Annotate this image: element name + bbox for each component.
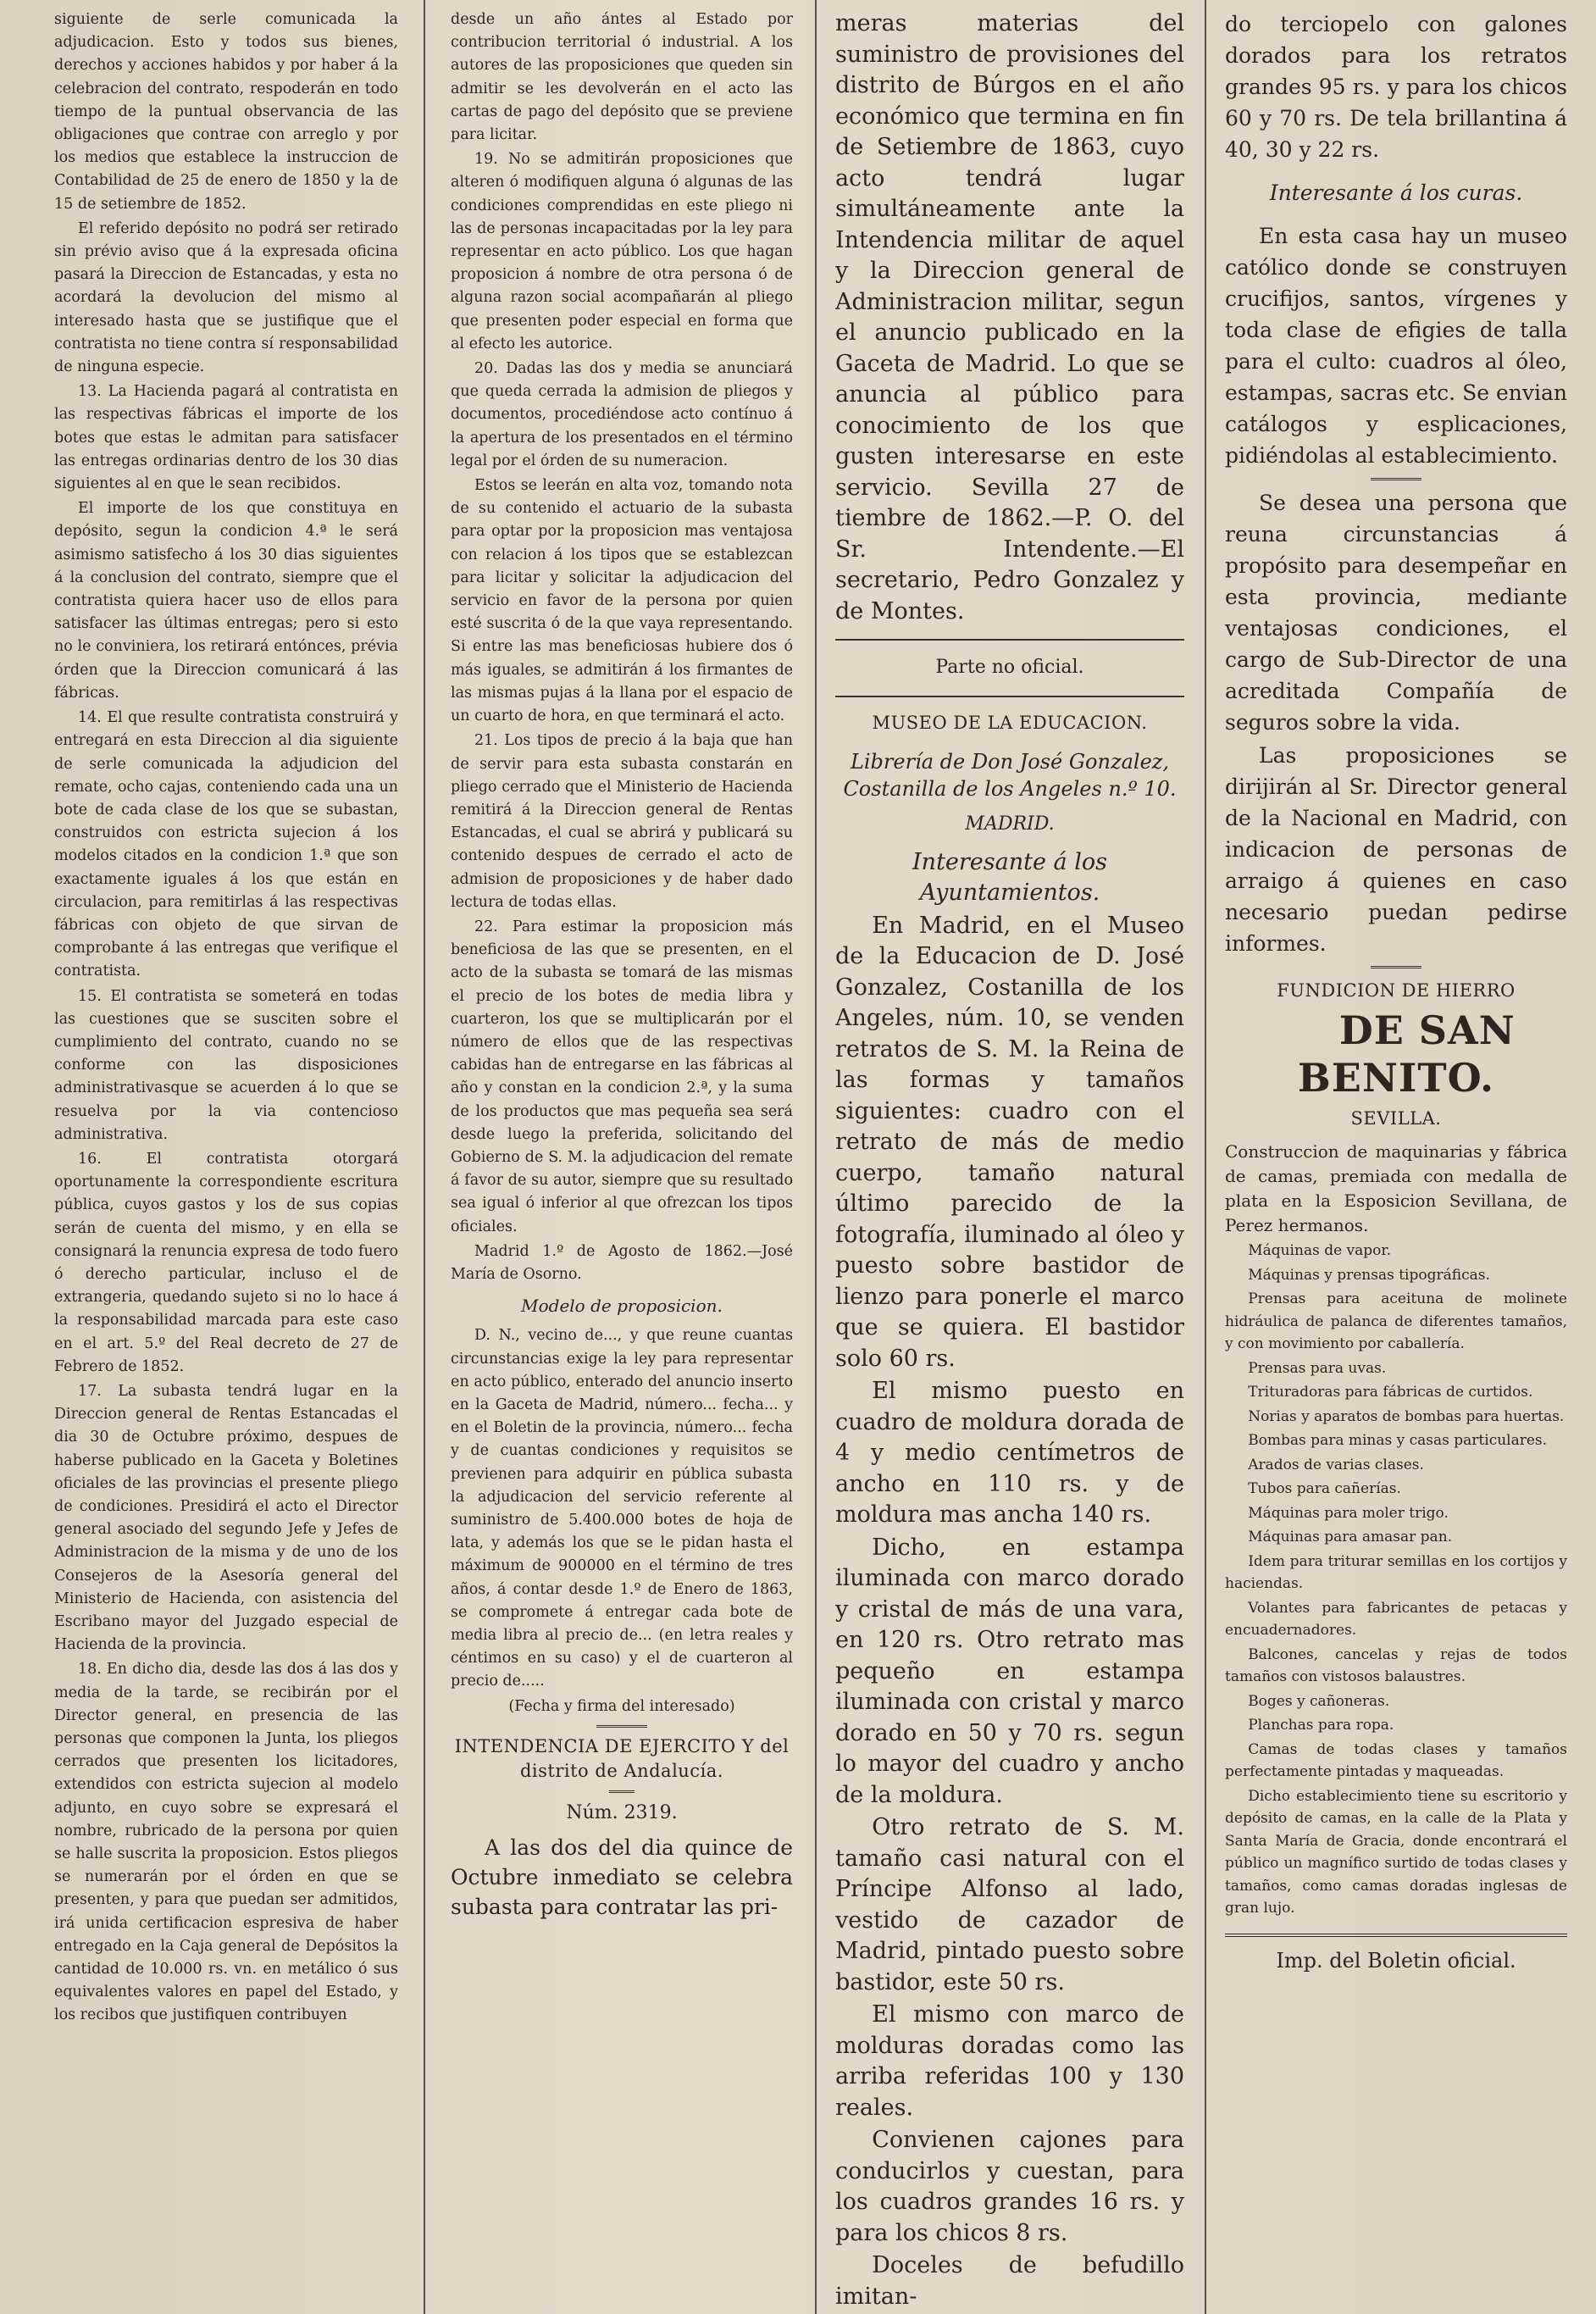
paragraph: Construccion de maquinarias y fábrica de camas, premiada con medalla de plata en la Esposicion Sevillana, de Perez hermanos. <box>1225 1141 1567 1235</box>
paragraph: Dicho, en estampa iluminada con marco dorado y cristal de más de una vara, en 120 rs. Otro retrato mas pequeño en estampa iluminada con cristal y marco dorado en 50 y 70 rs. segun lo mayor del cuadro y ancho de la moldura. <box>835 1534 1184 1808</box>
list-item: Máquinas de vapor. <box>1248 1242 1392 1259</box>
column-1 <box>54 8 398 2306</box>
paragraph: Doceles de befudillo imitan- <box>835 2252 1184 2306</box>
paragraph: 21. Los tipos de precio á la baja que han de servir para esta subasta constarán en pliego cerrado que el Ministerio de Hacienda remitirá á la Direccion general de Rentas Estancadas, el cual se abrirá y publicará su contenido despues de cerrado el acto de admision de proposiciones y de haber dado lectura de todas ellas. <box>451 732 793 911</box>
paragraph: 16. El contratista otorgará oportunamente la correspondiente escritura pública, cuyos gastos y los de sus copias serán de cuenta del mismo, y en ella se consignará la renuncia expresa de todo fuero ó derecho particular, incluso el de extrangeria, quedando sujeto si no lo hace á la responsabilidad marcada para este caso en el art. 5.º del Real decreto de 27 de Febrero de 1852. <box>54 1150 398 1375</box>
paragraph: En esta casa hay un museo católico donde se construyen crucifijos, santos, vírgenes y toda clase de efigies de talla para el culto: cuadros al óleo, estampas, sacras etc. Se envian catálogos y esplicaciones, pidiéndolas al establecimiento. <box>1225 224 1567 468</box>
section-heading: SEVILLA. <box>1350 1108 1442 1129</box>
list-item: Idem para triturar semillas en los cortijos y haciendas. <box>1225 1552 1567 1592</box>
masthead-title: DE SAN BENITO. <box>1297 1007 1516 1101</box>
section-heading: Parte no oficial. <box>935 657 1084 678</box>
paragraph: Otro retrato de S. M. tamaño casi natural con el Príncipe Alfonso al lado, vestido de cazador de Madrid, pintado puesto sobre bastidor, este 50 rs. <box>835 1814 1184 1995</box>
subheading: MADRID. <box>965 813 1055 835</box>
paragraph: A las dos del dia quince de Octubre inmediato se celebra subasta para contratar las pri- <box>451 1835 793 1920</box>
list-item: Trituradoras para fábricas de curtidos. <box>1248 1384 1533 1401</box>
paragraph: 19. No se admitirán proposiciones que alteren ó modifiquen alguna ó algunas de las condiciones comprendidas en este pliego ni las de personas incapacitadas por la ley para representar en acto público. Los que hagan proposicion á nombre de otra persona ó de alguna razon social acompañarán al pliego que presenten poder especial en forma que al efecto les autorice. <box>451 151 793 352</box>
divider <box>1225 1934 1567 1937</box>
list-item: Prensas para aceituna de molinete hidráulica de palanca de diferentes tamaños, y con movimiento por caballería. <box>1225 1290 1567 1352</box>
signature-note: (Fecha y firma del interesado) <box>508 1697 735 1715</box>
list-item: Volantes para fabricantes de petacas y encuadernadores. <box>1225 1599 1567 1639</box>
paragraph: El mismo con marco de molduras doradas como las arriba referidas 100 y 130 reales. <box>835 2001 1184 2121</box>
paragraph: 14. El que resulte contratista construirá y entregará en esta Direccion al dia siguiente de serle comunicada la adjudicion del remate, ocho cajas, conteniendo cada una un bote de cada clase de los que se subastan, construidos con estricta sujecion á los modelos citados en la condicion 1.ª que son exactamente iguales á los que están en circulacion, para remitirlas á las respectivas fábricas con objeto de que sirvan de comprobante á las entregas que verifique el contratista. <box>54 709 398 980</box>
paragraph: 17. La subasta tendrá lugar en la Direccion general de Rentas Estancadas el dia 30 de Octubre próximo, despues de haberse publicado en la Gaceta y Boletines oficiales de las provincias el presente pliego de condiciones. Presidirá el acto el Director general asociado del segundo Jefe y Jefes de Administracion de la misma y de uno de los Consejeros de la Asesoría general del Ministerio de Hacienda, con asistencia del Escribano mayor del Juzgado especial de Hacienda de la provincia. <box>54 1382 398 1654</box>
paragraph: 22. Para estimar la proposicion más beneficiosa de las que se presenten, en el acto de la subasta se tomará de las mismas el precio de los botes de media libra y cuarteron, los que se multiplicarán por el número de ellos que de las respectivas cabidas han de entregarse en las fábricas al año y constan en la condicion 2.ª, y la suma de los productos que mas pequeña sea será desde luego la preferida, solicitando del Gobierno de S. M. la adjudicacion del remate á favor de su autor, siempre que su resultado sea igual ó inferior al que ofrezcan los tipos oficiales. <box>451 918 793 1235</box>
column-rule <box>815 0 817 2314</box>
signature-line: Madrid 1.º de Agosto de 1862.—José María de Osorno. <box>451 1242 793 1283</box>
paragraph: Convienen cajones para conducirlos y cuestan, para los cuadros grandes 16 rs. y para los chicos 8 rs. <box>835 2127 1184 2246</box>
column-4 <box>1225 8 1567 2306</box>
notice-number: Núm. 2319. <box>566 1801 678 1823</box>
paragraph: desde un año ántes al Estado por contribucion territorial ó industrial. A los autores de las proposiciones que queden sin admitir se les devolverán en el acto las cartas de pago del depósito que se previene para licitar. <box>451 11 793 144</box>
column-rule <box>1205 0 1206 2314</box>
paragraph: Estos se leerán en alta voz, tomando nota de su contenido el actuario de la subasta para optar por la proposicion mas ventajosa con relacion á los tipos que se establezcan para licitar y solicitar la adjudicacion del servicio en favor de la persona por quien esté suscrita ó de la que vaya representando. Si entre las mas beneficiosas hubiere dos ó más iguales, se admitirán á los firmantes de las mismas pujas á la llana por el espacio de un cuarto de hora, en que terminará el acto. <box>451 477 793 725</box>
paragraph: El mismo puesto en cuadro de moldura dorada de 4 y medio centímetros de ancho en 110 rs. y de moldura mas ancha 140 rs. <box>835 1378 1184 1528</box>
list-item: Máquinas para amasar pan. <box>1248 1529 1453 1545</box>
divider <box>1371 966 1421 968</box>
column-3 <box>835 8 1184 2306</box>
paragraph: Dicho establecimiento tiene su escritorio y depósito de camas, en la calle de la Plata y Santa María de Gracia, donde encontrará el público un magnífico surtido de todas clases y tamaños, como camas doradas inglesas de gran lujo. <box>1225 1787 1567 1917</box>
list-item: Máquinas para moler trigo. <box>1248 1504 1449 1522</box>
divider <box>1371 478 1421 480</box>
paragraph: D. N., vecino de..., y que reune cuantas circunstancias exige la ley para representar en acto público, enterado del anuncio inserto en la Gaceta de Madrid, número... fecha... y en el Boletin de la provincia, número... fecha y de cuantas condiciones y requisitos se previenen para adquirir en pública subasta la adjudicacion del servicio referente al suministro de 5.400.000 botes de hoja de lata, y además los que se le pidan hasta el máximum de 900000 en el término de tres años, á contar desde 1.º de Enero de 1863, se compromete á entregar cada bote de media libra al precio de... (en letra reales y céntimos en su caso) y el de cuarteron al precio de..... <box>451 1327 793 1690</box>
list-item: Camas de todas clases y tamaños perfectamente pintadas y maqueadas. <box>1225 1740 1567 1780</box>
paragraph: siguiente de serle comunicada la adjudicacion. Esto y todos sus bienes, derechos y acciones habidos y por haber á la celebracion del contrato, respoderán en todo tiempo de la puntual observancia de las obligaciones que contrae con arreglo y por los medios que establece la instruccion de Contabilidad de 25 de enero de 1850 y la de 15 de setiembre de 1852. <box>54 11 398 213</box>
paragraph: 15. El contratista se someterá en todas las cuestiones que se susciten sobre el cumplimiento del contrato, cuando no se conforme con las disposiciones administrativasque se acuerden á lo que se resuelva por la via contencioso administrativa. <box>54 987 398 1143</box>
section-heading: Modelo de proposicion. <box>521 1296 723 1317</box>
section-heading: FUNDICION DE HIERRO <box>1277 980 1516 1001</box>
subheading: Interesante á los Ayuntamientos. <box>912 848 1107 906</box>
paragraph: 13. La Hacienda pagará al contratista en las respectivas fábricas el importe de los botes que estas le admitan para satisfacer las entregas ordinarias dentro de los 30 dias siguientes al en que le sean recibidos. <box>54 383 398 493</box>
column-rule <box>424 0 425 2314</box>
paragraph: 18. En dicho dia, desde las dos á las dos y media de la tarde, se recibirán por el Director general, en presencia de las personas que componen la Junta, los pliegos cerrados que presenten los licitadores, extendidos con estricta sujecion al modelo adjunto, en cuyo sobre se expresará el nombre, rubricado de la persona por quien se halle suscrita la proposicion. Estos pliegos se numerarán por el órden en que se presenten, y para que puedan ser admitidos, irá unida certificacion espresiva de haber entregado en la Caja general de Depósitos la cantidad de 10.000 rs. vn. en metálico ó sus equivalentes valores en papel del Estado, y los recibos que justifiquen contribuyen <box>54 1661 398 2024</box>
paragraph: meras materias del suministro de provisiones del distrito de Búrgos en el año económico que termina en fin de Setiembre de 1863, cuyo acto tendrá lugar simultáneamente ante la Intendencia militar de aquel y la Direccion general de Administracion militar, segun el anuncio publicado en la Gaceta de Madrid. Lo que se anuncia al público para conocimiento de los que gusten interesarse en este servicio. Sevilla 27 de tiembre de 1862.—P. O. del Sr. Intendente.—El secretario, Pedro Gonzalez y de Montes. <box>835 10 1184 624</box>
divider <box>835 696 1184 697</box>
section-heading: INTENDENCIA DE EJERCITO Y del distrito de Andalucía. <box>454 1735 790 1781</box>
divider <box>835 639 1184 641</box>
list-item: Arados de varias clases. <box>1248 1456 1424 1473</box>
list-item: Prensas para uvas. <box>1248 1359 1387 1377</box>
subheading: Interesante á los curas. <box>1269 180 1523 205</box>
paragraph: Las proposiciones se dirijirán al Sr. Director general de la Nacional en Madrid, con indicacion de personas de arraigo á quienes en caso necesario puedan pedirse informes. <box>1225 743 1567 956</box>
paragraph: En Madrid, en el Museo de la Educacion de D. José Gonzalez, Costanilla de los Angeles, núm. 10, se venden retratos de S. M. la Reina de las formas y tamaños siguientes: cuadro con el retrato de más de medio cuerpo, tamaño natural último parecido de la fotografía, iluminado al óleo y puesto sobre bastidor de lienzo para ponerle el marco que se quiera. El bastidor solo 60 rs. <box>835 912 1184 1372</box>
paragraph: do terciopelo con galones dorados para los retratos grandes 95 rs. y para los chicos 60 y 70 rs. De tela brillantina á 40, 30 y 22 rs. <box>1225 12 1567 162</box>
paragraph: El referido depósito no podrá ser retirado sin prévio aviso que á la expresada oficina pasará la Direccion de Estancadas, y esta no acordará la devolucion del mismo al interesado hasta que se justifique que el contratista no tiene contra sí responsabilidad de ninguna especie. <box>54 219 398 376</box>
list-item: Bombas para minas y casas particulares. <box>1248 1432 1548 1449</box>
list-item: Norias y aparatos de bombas para huertas. <box>1248 1407 1565 1425</box>
paragraph: El importe de los que constituya en depósito, segun la condicion 4.ª le será asimismo satisfecho á los 30 dias siguientes á la conclusion del contrato, siempre que el contratista quiera hacer uso de ellos para satisfacer las últimas entregas; pero si esto no le conviniera, los retirará entónces, prévia órden que la Direccion comunicará á las fábricas. <box>54 500 398 702</box>
section-heading: MUSEO DE LA EDUCACION. <box>872 712 1148 733</box>
column-2 <box>451 8 793 2306</box>
list-item: Máquinas y prensas tipográficas. <box>1248 1266 1490 1284</box>
list-item: Planchas para ropa. <box>1248 1717 1394 1734</box>
list-item: Boges y cañoneras. <box>1248 1692 1390 1710</box>
divider <box>596 1725 647 1728</box>
list-item: Balcones, cancelas y rejas de todos tamaños con vistosos balaustres. <box>1225 1645 1567 1685</box>
imprint: Imp. del Boletin oficial. <box>1276 1948 1516 1973</box>
list-item: Tubos para cañerías. <box>1248 1480 1401 1497</box>
subheading: Librería de Don José Gonzalez, Costanilla de los Angeles n.º 10. <box>843 750 1177 801</box>
paragraph: Se desea una persona que reuna circunstancias á propósito para desempeñar en esta provincia, mediante ventajosas condiciones, el cargo de Sub-Director de una acreditada Compañía de seguros sobre la vida. <box>1225 491 1567 735</box>
paragraph: 20. Dadas las dos y media se anunciará que queda cerrada la admision de pliegos y documentos, procediéndose acto contínuo á la apertura de los presentados en el término legal por el órden de su numeracion. <box>451 360 793 469</box>
divider <box>609 1790 635 1793</box>
